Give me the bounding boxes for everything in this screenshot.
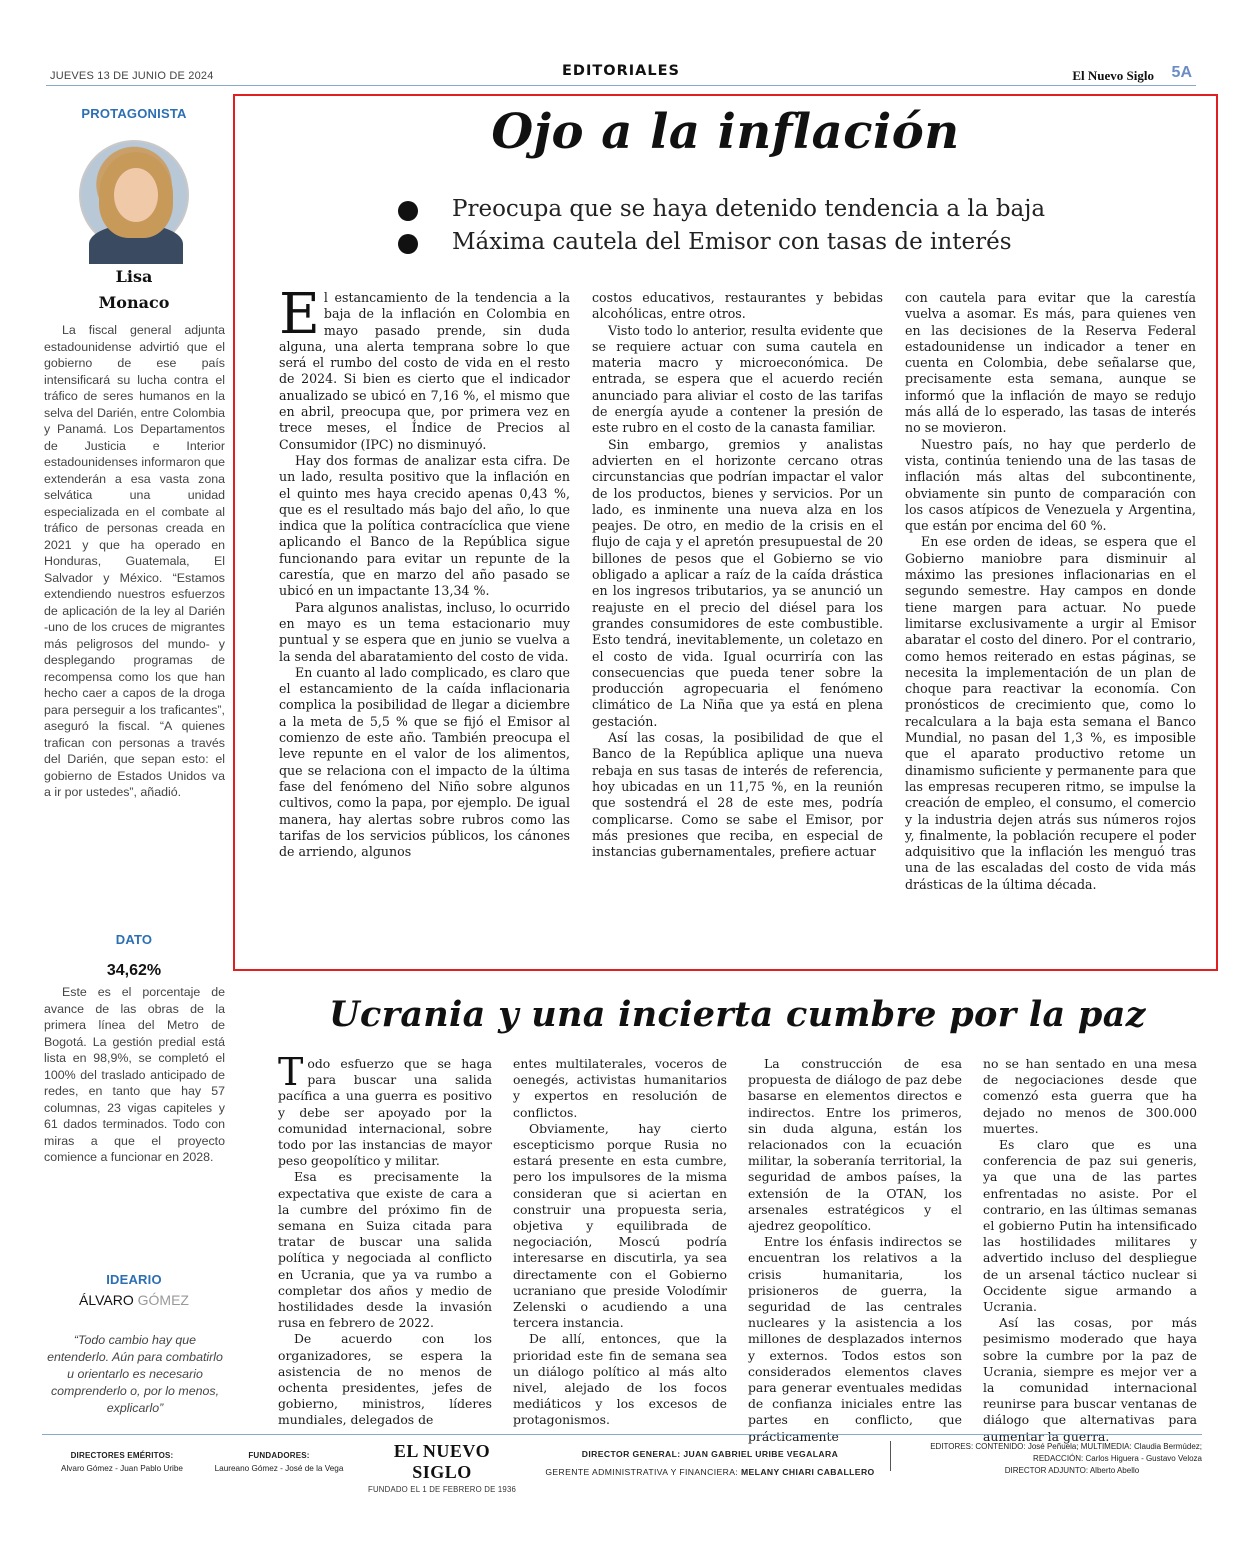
protagonista-heading: PROTAGONISTA <box>81 106 187 121</box>
sidebar <box>42 96 226 1426</box>
paragraph: Entre los énfasis indirectos se encuentran los relativos a la crisis humanitaria, los prisioneros de guerra, la seguridad de las centrales nucleares y la asistencia a los millones de desplazados internos y externos. Todos estos son considerados elementos claves para generar eventuales medidas de confianza iniciales entre las partes en conflicto, que prácticamente <box>748 1234 962 1444</box>
section-title: EDITORIALES <box>562 63 680 79</box>
founders-label: FUNDADORES: <box>248 1451 310 1460</box>
dato-heading: DATO <box>115 932 153 947</box>
masthead-brand: El Nuevo Siglo <box>1072 68 1154 83</box>
editorial-title: Ojo a la inflación <box>491 104 960 160</box>
footer-founders <box>204 1449 354 1475</box>
protagonista-name <box>42 264 226 316</box>
editorial2-column-3 <box>748 1056 962 1444</box>
protagonista-first-name: Lisa <box>115 267 153 286</box>
ideario-author <box>42 1292 226 1308</box>
page-number: 5A <box>1171 64 1192 81</box>
drop-cap: E <box>279 282 320 347</box>
footer-logo <box>362 1441 522 1494</box>
dato-value: 34,62% <box>106 962 162 979</box>
manager-label: GERENTE ADMINISTRATIVA Y FINANCIERA: <box>545 1467 739 1477</box>
avatar-face-shape <box>114 168 158 222</box>
paragraph: Todo esfuerzo que se haga para buscar una salida pacífica a una guerra es positivo y debe ser apoyado por la comunidad internacional, sobre todo por las instancias de mayor peso geopolítico y militar. <box>278 1050 492 1169</box>
founded-date: FUNDADO EL 1 DE FEBRERO DE 1936 <box>367 1485 517 1494</box>
ideario-author-last: GÓMEZ <box>137 1292 189 1308</box>
founders-names: Laureano Gómez - José de la Vega <box>214 1464 344 1473</box>
manager-name: MELANY CHIARI CABALLERO <box>740 1467 875 1477</box>
issue-date: JUEVES 13 DE JUNIO DE 2024 <box>50 70 214 82</box>
editorial2-column-4 <box>983 1056 1197 1444</box>
editorial1-column-3 <box>905 290 1196 940</box>
bullet-text: Preocupa que se haya detenido tendencia a la baja <box>452 196 1046 222</box>
footer-divider <box>890 1441 891 1471</box>
footer-logo-name: EL NUEVO SIGLO <box>393 1441 491 1482</box>
adjunct-director: DIRECTOR ADJUNTO: Alberto Abello <box>1004 1466 1140 1475</box>
avatar <box>79 140 189 250</box>
drop-cap: T <box>278 1050 304 1094</box>
editors-line-1: EDITORES: CONTENIDO: José Peñuela; MULTIMEDIA: Claudia Bermúdez; <box>930 1442 1202 1451</box>
paragraph: entes multilaterales, voceros de oenegés, activistas humanitarios y expertos en resolución de conflictos. <box>513 1056 727 1120</box>
paragraph: El estancamiento de la tendencia a la baja de la inflación en Colombia en mayo pasado prende, sin duda alguna, una alerta temprana sobre lo que será el rumbo del costo de vida en el resto de 2024. Si bien es cierto que el indicador anualizado se ubicó en 7,16 %, el mismo que en abril, preocupa que, por primera vez en trece meses, el Índice de Precios al Consumidor (IPC) no disminuyó. <box>279 282 570 452</box>
paragraph: Así las cosas, por más pesimismo moderado que haya sobre la cumbre por la paz de Ucrania, siempre es mejor ver a la comunidad internacional reunirse para buscar ventanas de diálogo que alternativas para aumentar la guerra. <box>983 1315 1197 1444</box>
paragraph: Nuestro país, no hay que perderlo de vista, continúa teniendo una de las tasas de inflación más altas del subcontinente, obviamente sin punto de comparación con los casos atípicos de Venezuela y Argentina, que están por encima del 60 %. <box>905 436 1196 534</box>
footer-editors <box>902 1441 1202 1477</box>
paragraph: La construcción de esa propuesta de diálogo de paz debe basarse en elementos directos e indirectos. Entre los primeros, sin duda alguna, están los relacionados con la ecuación militar, la soberanía territorial, la seguridad de ambos países, la extensión de la OTAN, los arsenales estratégicos y el ajedrez geopolítico. <box>748 1056 962 1234</box>
editorial1-column-2 <box>592 290 883 940</box>
emeritus-names: Alvaro Gómez - Juan Pablo Uribe <box>61 1464 183 1473</box>
paragraph: Obviamente, hay cierto escepticismo porque Rusia no estará presente en esta cumbre, pero los impulsores de la misma consideran que si aciertan en construir una propuesta seria, objetiva y equilibrada de negociación, Moscú podría interesarse en discutirla, ya sea directamente con el Gobierno ucraniano que preside Volodímir Zelenski o acudiendo a una tercera instancia. <box>513 1120 727 1331</box>
director-name: JUAN GABRIEL URIBE VEGALARA <box>683 1449 839 1459</box>
editorial2-column-1 <box>278 1050 492 1428</box>
paragraph: Sin embargo, gremios y analistas advierten en el horizonte cercano otras circunstancias que podrían impactar el valor de los productos, bienes y servicios. Por un lado, es inminente una nueva alza en los peajes. De otro, en medio de la crisis en el flujo de caja y el apretón presupuestal de 20 billones de pesos que el Gobierno se vio obligado a aplicar a raíz de la caída drástica en los ingresos tributarios, ya se anunció un reajuste en el precio del diésel para los grandes consumidores de este combustible. Esto tendrá, inevitablemente, un coletazo en el costo de vida. Igual ocurriría con las consecuencias que pueda tener sobre la producción agropecuaria el fenómeno climático de La Niña que ya está en plena gestación. <box>592 436 883 729</box>
footer-emeritus <box>42 1449 202 1475</box>
paragraph: costos educativos, restaurantes y bebidas alcohólicas, entre otros. <box>592 290 883 322</box>
paragraph: Es claro que es una conferencia de paz sui generis, ya que una de las partes enfrentadas no asiste. Por el contrario, en las últimas semanas el gobierno Putin ha intensificado las hostilidades militares y advertido incluso del despliegue de un arsenal táctico nuclear si Occidente sigue armando a Ucrania. <box>983 1137 1197 1315</box>
paragraph: De acuerdo con los organizadores, se espera la asistencia de no menos de ochenta presidentes, jefes de gobierno, ministros, líderes mundiales, delegados de <box>278 1331 492 1428</box>
protagonista-last-name: Monaco <box>98 293 170 312</box>
dato-text: Este es el porcentaje de avance de las obras de la primera línea del Metro de Bogotá. La gestión predial está lista en 98,9%, se completó el 100% del traslado anticipado de redes, en tanto que hay 57 columnas, 23 vigas capiteles y 61 dados terminados. Todo con miras a que el proyecto comience a funcionar en 2028. <box>44 985 225 1164</box>
editorial2-title: Ucrania y una incierta cumbre por la paz <box>329 994 1146 1035</box>
paragraph: En cuanto al lado complicado, es claro que el estancamiento de la caída inflacionaria complica la posibilidad de llegar a diciembre a la meta de 5,5 % que se fijó el Emisor al comienzo de este año. También preocupa el leve repunte en el valor de los alimentos, que se relaciona con el impacto de la última fase del fenómeno del Niño sobre algunos cultivos, como la papa, por ejemplo. De igual manera, hay alertas sobre rubros como las tarifas de los servicios públicos, los cánones de arriendo, algunos <box>279 664 570 860</box>
page-header <box>46 64 1196 86</box>
paragraph: De allí, entonces, que la prioridad este fin de semana sea un diálogo político al más alto nivel, alejado de los focos mediáticos y los excesos de protagonismos. <box>513 1331 727 1428</box>
bullet-dot-icon <box>398 234 418 254</box>
page-footer <box>42 1434 1202 1494</box>
bullet-item <box>398 193 1045 226</box>
paragraph: En ese orden de ideas, se espera que el Gobierno maniobre para disminuir al máximo las presiones inflacionarias en el segundo semestre. Hay campos en donde tiene margen para actuar. No puede limitarse exclusivamente a urgir al Emisor abaratar el costo del dinero. Por el contrario, como hemos reiterado en estas páginas, se necesita la implementación de un plan de choque para reactivar la economía. Con pronósticos de crecimiento que, como lo recalculara a la baja esta semana el Banco Mundial, no pasan del 1,3 %, es imposible que el aparato productivo retome un dinamismo suficiente y permanente para que las empresas recuperen ritmo, se impulse la creación de empleo, el consumo, el comercio y la industria dejen atrás sus números rojos y, finalmente, la población recupere el poder adquisitivo que la inflación les menguó tras una de las escaladas del costo de vida más drásticas de la última década. <box>905 534 1196 892</box>
footer-directors <box>538 1445 882 1481</box>
protagonista-text: La fiscal general adjunta estadounidense advirtió que el gobierno de ese país intensificará su lucha contra el tráfico de seres humanos en la selva del Darién, entre Colombia y Panamá. Los Departamentos de Justicia e Interior estadounidenses informaron que extenderán a esa vasta zona selvática una unidad especializada en el combate al tráfico de personas creada en 2021 y que ha operado en Honduras, Guatemala, El Salvador y México. “Estamos extendiendo nuestros esfuerzos de aplicación de la ley al Darién -uno de los cruces de migrantes más peligrosos del mundo- y desplegando programas de recompensa como los que han hecho caer a capos de la droga para perseguir a los traficantes”, aseguró la fiscal. “A quienes trafican con personas a través del Darién, que sepan esto: el gobierno de Estados Unidos va a ir por ustedes”, añadió. <box>44 323 225 799</box>
editors-line-2: REDACCIÓN: Carlos Higuera - Gustavo Veloza <box>1033 1454 1202 1463</box>
editorial-bullets <box>398 193 1045 259</box>
bullet-dot-icon <box>398 201 418 221</box>
paragraph: con cautela para evitar que la carestía vuelva a asomar. Es más, para quienes ven en las decisiones de la Reserva Federal estadounidense un indicador a tener en cuenta en Colombia, debe señalarse que, precisamente esta semana, aunque se informó que la inflación de mayo se redujo más allá de lo esperado, las tasas de interés no se movieron. <box>905 290 1196 436</box>
director-label: DIRECTOR GENERAL: <box>581 1449 681 1459</box>
ideario-heading: IDEARIO <box>106 1272 162 1287</box>
paragraph: Esa es precisamente la expectativa que existe de cara a la cumbre del próximo fin de semana en Suiza citada para tratar de buscar una salida política y negociada al conflicto en Ucrania, que ya va rumbo a completar dos años y medio de hostilidades desde la invasión rusa en febrero de 2022. <box>278 1169 492 1331</box>
bullet-text: Máxima cautela del Emisor con tasas de interés <box>452 229 1012 255</box>
bullet-item <box>398 226 1045 259</box>
editorial2-column-2 <box>513 1056 727 1428</box>
editorial1-column-1 <box>279 282 570 940</box>
paragraph: Hay dos formas de analizar esta cifra. De un lado, resulta positivo que la inflación en el quinto mes haya crecido apenas 0,43 %, que es el resultado más bajo del año, lo que indica que la política contracíclica que viene aplicando el Banco de la República sigue funcionando para evitar un repunte de la carestía, que en marzo del año pasado se ubicó en un impactante 13,34 %. <box>279 452 570 599</box>
ideario-author-first: ÁLVARO <box>79 1292 134 1308</box>
emeritus-label: DIRECTORES EMÉRITOS: <box>70 1451 174 1460</box>
paragraph: Así las cosas, la posibilidad de que el Banco de la República aplique una nueva rebaja en sus tasas de interés de referencia, hoy ubicadas en un 11,75 %, en la reunión que sostendrá el 28 de este mes, podría complicarse. Como se sabe el Emisor, por más presiones que reciba, en especial de instancias gubernamentales, prefiere actuar <box>592 730 883 860</box>
ideario-quote: “Todo cambio hay que entenderlo. Aún para combatirlo u orientarlo es necesario comprenderlo o, por lo menos, explicarlo” <box>47 1333 223 1415</box>
paragraph: Para algunos analistas, incluso, lo ocurrido en mayo es un tema estacionario muy puntual y se espera que en junio se vuelva a la senda del abaratamiento del costo de vida. <box>279 599 570 664</box>
paragraph: Visto todo lo anterior, resulta evidente que se requiere actuar con suma cautela en materia macro y microeconómica. De entrada, se espera que el acuerdo recién anunciado para aliviar el costo de las tarifas de energía ayude a contener la presión de este rubro en el costo de la canasta familiar. <box>592 322 883 436</box>
paragraph: no se han sentado en una mesa de negociaciones desde que comenzó esta guerra que ha dejado no menos de 300.000 muertes. <box>983 1056 1197 1136</box>
